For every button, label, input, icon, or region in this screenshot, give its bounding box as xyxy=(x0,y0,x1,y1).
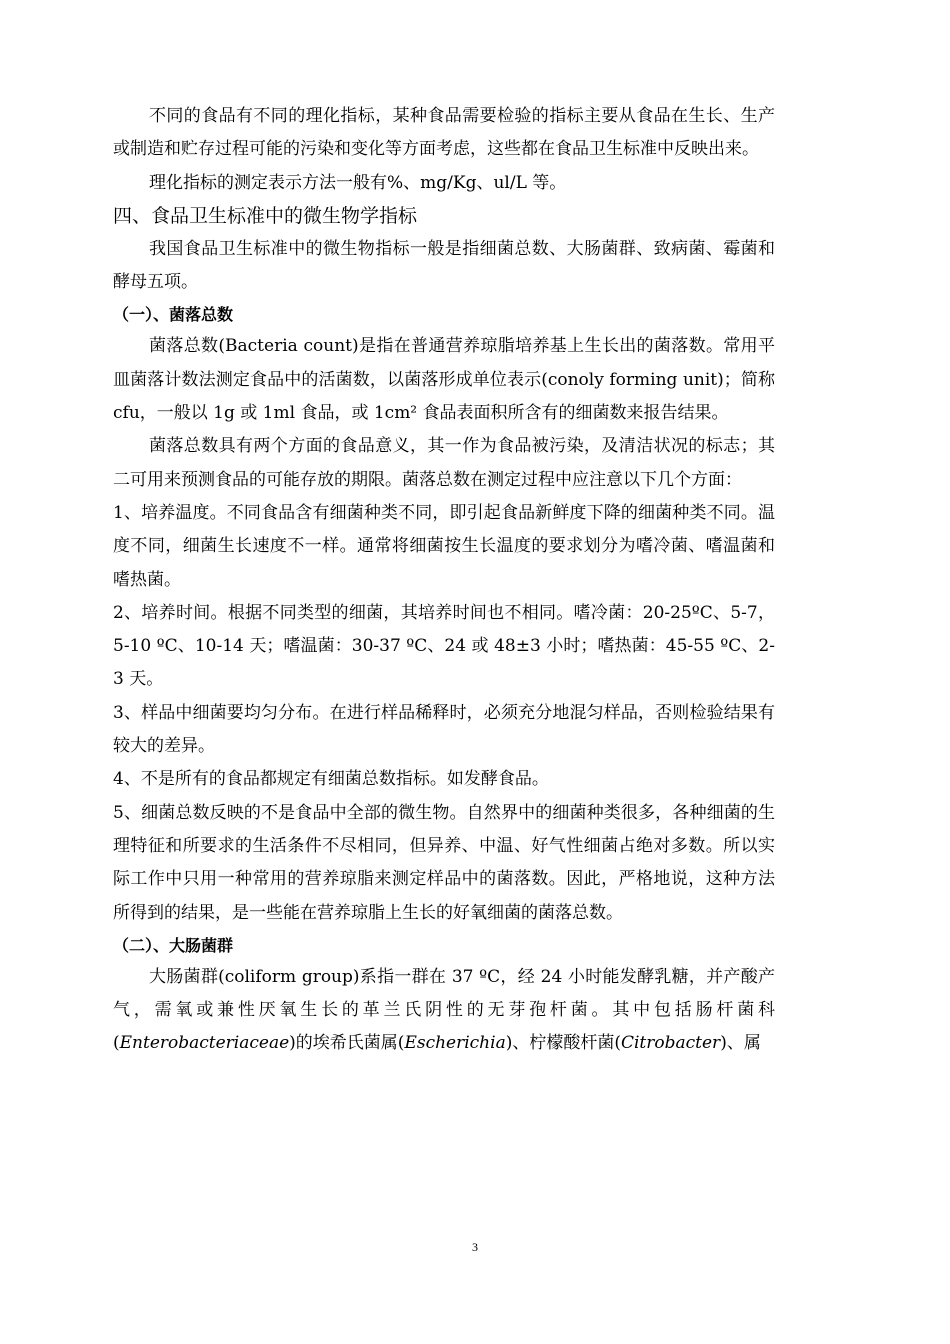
subsection-heading-colony-count: （一）、菌落总数 xyxy=(113,305,234,325)
list-item-not-all-microbes: 5、细菌总数反映的不是食品中全部的微生物。自然界中的细菌种类很多，各种细菌的生理特征和所要求的生活条件不尽相同，但异养、中温、好气性细菌占绝对多数。所以实际工作中只用一种常用的营养琼脂来测定样品中的菌落数。因此，严格地说，这种方法所得到的结果，是一些能在营养琼脂上生长的好氧细菌的菌落总数。 xyxy=(113,802,775,923)
coliform-text-e: )、柠檬酸杆菌( xyxy=(505,1033,621,1054)
list-item-temperature: 1、培养温度。不同食品含有细菌种类不同，即引起食品新鲜度下降的细菌种类不同。温度不同，细菌生长速度不一样。通常将细菌按生长温度的要求划分为嗜冷菌、嗜温菌和嗜热菌。 xyxy=(113,502,775,590)
list-item-distribution: 3、样品中细菌要均匀分布。在进行样品稀释时，必须充分地混匀样品，否则检验结果有较大的差异。 xyxy=(113,702,775,757)
coliform-text-g: )、属 xyxy=(720,1033,761,1054)
list-item-not-all-foods: 4、不是所有的食品都规定有细菌总数指标。如发酵食品。 xyxy=(113,769,549,790)
taxon-citrobacter: Citrobacter xyxy=(620,1033,721,1054)
list-item-time: 2、培养时间。根据不同类型的细菌，其培养时间也不相同。嗜冷菌：20-25ºC、5-7，5-10 ºC、10-14 天；嗜温菌：30-37 ºC、24 或 48±3 小时；嗜热菌：45-55 ºC、2-3 天。 xyxy=(113,602,775,690)
section-heading-microbiology: 四、食品卫生标准中的微生物学指标 xyxy=(113,204,418,227)
subsection-heading-coliform: （二）、大肠菌群 xyxy=(113,935,234,955)
paragraph-measurement-units: 理化指标的测定表示方法一般有%、mg/Kg、ul/L 等。 xyxy=(149,172,567,193)
paragraph-coliform-definition xyxy=(113,961,775,1061)
coliform-text-a: 大肠菌群(coliform group)系指一群在 37 ºC，经 24 小时能发酵乳糖，并产酸产气，需氧或兼性厌氧生长的革兰氏阴性的无芽孢杆菌。其中包括肠杆菌科( xyxy=(113,966,775,1054)
taxon-escherichia: Escherichia xyxy=(404,1033,506,1054)
coliform-text-c: )的埃希氏菌属( xyxy=(289,1033,405,1054)
paragraph-colony-count-significance: 菌落总数具有两个方面的食品意义，其一作为食品被污染，及清洁状况的标志；其二可用来预测食品的可能存放的期限。菌落总数在测定过程中应注意以下几个方面： xyxy=(113,436,775,490)
paragraph-colony-count-definition: 菌落总数(Bacteria count)是指在普通营养琼脂培养基上生长出的菌落数。常用平皿菌落计数法测定食品中的活菌数，以菌落形成单位表示(conoly forming unit)；简称 cfu，一般以 1g 或 1ml 食品，或 1cm² 食品表面积所含有的细菌数来报告结果。 xyxy=(113,336,775,424)
taxon-enterobacteriaceae: Enterobacteriaceae xyxy=(119,1033,290,1054)
paragraph-microbial-indicators: 我国食品卫生标准中的微生物指标一般是指细菌总数、大肠菌群、致病菌、霉菌和酵母五项。 xyxy=(113,238,775,293)
page-number: 3 xyxy=(472,1240,478,1254)
page-content xyxy=(113,100,775,1061)
paragraph-physicochemical-indicators: 不同的食品有不同的理化指标，某种食品需要检验的指标主要从食品在生长、生产或制造和贮存过程可能的污染和变化等方面考虑，这些都在食品卫生标准中反映出来。 xyxy=(113,106,775,160)
